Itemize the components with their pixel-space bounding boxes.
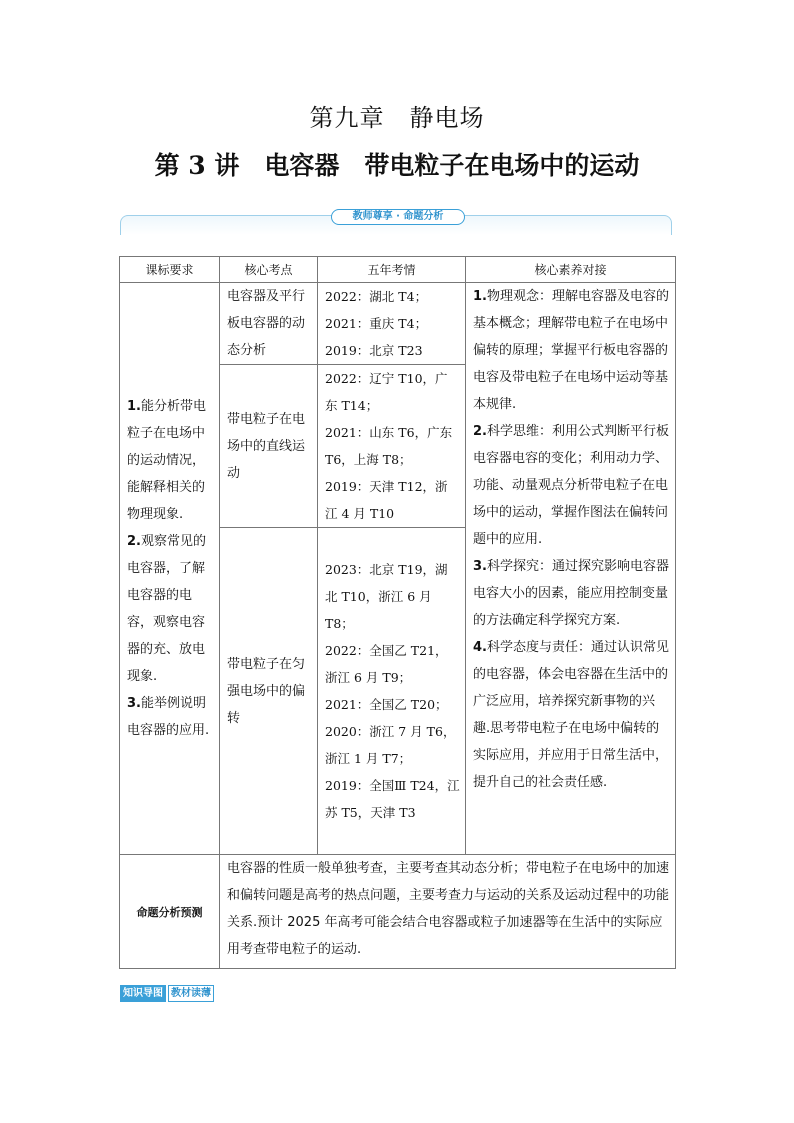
table-header-row	[120, 257, 676, 283]
teacher-banner	[120, 212, 672, 234]
header-requirements: 课标要求	[120, 257, 220, 283]
table-row	[120, 283, 676, 365]
literacy-item: 4.科学态度与责任：通过认识常见的电容器，体会电容器在生活中的广泛应用，培养探究新事物的兴趣.思考带电粒子在电场中偏转的实际应用，并应用于日常生活中，提升自己的社会责任感.	[473, 640, 669, 790]
exam-history-cell: 2023：北京 T19，湖北 T10，浙江 6 月 T8； 2022：全国乙 T21，浙江 6 月 T9； 2021：全国乙 T20； 2020：浙江 7 月 T6，浙江 1 月 T7； 2019：全国Ⅲ T24，江苏 T5，天津 T3	[318, 528, 466, 855]
chapter-title: 第九章 静电场	[309, 104, 485, 132]
exam-history-cell: 2022：辽宁 T10，广东 T14； 2021：山东 T6，广东 T6，上海 T8； 2019：天津 T12，浙江 4 月 T10	[318, 365, 466, 528]
header-literacy: 核心素养对接	[466, 257, 676, 283]
forecast-text: 电容器的性质一般单独考查，主要考查其动态分析；带电粒子在电场中的加速和偏转问题是高考的热点问题，主要考查力与运动的关系及运动过程中的功能关系.预计 2025 年高考可能会结合电容器或粒子加速器等在生活中的实际应用考查带电粒子的运动.	[220, 855, 676, 969]
section-tags	[120, 985, 214, 1000]
literacy-item: 3.科学探究：通过探究影响电容器电容大小的因素，能应用控制变量的方法确定科学探究方案.	[473, 559, 669, 628]
tag-knowledge-map[interactable]: 知识导图	[120, 985, 166, 1002]
exam-history-cell: 2022：湖北 T4； 2021：重庆 T4； 2019：北京 T23	[318, 283, 466, 365]
topic-cell: 电容器及平行板电容器的动态分析	[220, 283, 318, 365]
header-exam-history: 五年考情	[318, 257, 466, 283]
tag-textbook-reading[interactable]: 教材读薄	[168, 985, 214, 1002]
literacy-item: 1.物理观念：理解电容器及电容的基本概念；理解带电粒子在电场中偏转的原理；掌握平行板电容器的电容及带电粒子在电场中运动等基本规律.	[473, 289, 669, 412]
topic-cell: 带电粒子在匀强电场中的偏转	[220, 528, 318, 855]
banner-label: 教师尊享 · 命题分析	[331, 209, 465, 225]
literacy-cell	[466, 283, 676, 855]
literacy-item: 2.科学思维：利用公式判断平行板电容器电容的变化；利用动力学、功能、动量观点分析带电粒子在电场中的运动，掌握作图法在偏转问题中的应用.	[473, 424, 669, 547]
forecast-label: 命题分析预测	[120, 855, 220, 969]
lesson-title: 第 3 讲 电容器 带电粒子在电场中的运动	[154, 151, 640, 180]
requirement-item: 2.观察常见的电容器，了解电容器的电容，观察电容器的充、放电现象.	[127, 534, 206, 684]
requirement-item: 1.能分析带电粒子在电场中的运动情况，能解释相关的物理现象.	[127, 399, 206, 522]
table-row	[120, 855, 676, 969]
analysis-table	[119, 256, 676, 969]
header-topics: 核心考点	[220, 257, 318, 283]
requirement-item: 3.能举例说明电容器的应用.	[127, 696, 210, 738]
topic-cell: 带电粒子在电场中的直线运动	[220, 365, 318, 528]
requirements-cell	[120, 283, 220, 855]
